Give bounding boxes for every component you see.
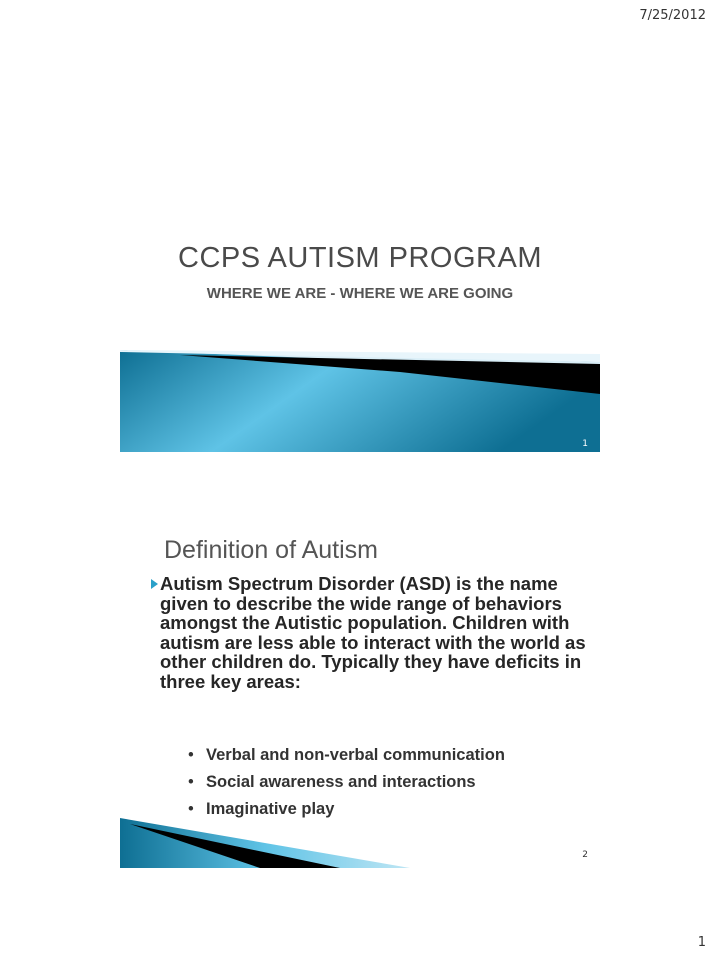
bullet-text: [160, 574, 590, 691]
banner-graphic: [120, 818, 600, 868]
bullet-body: Autism Spectrum Disorder (ASD) is the name given to describe the wide range of behaviors amongst the Autistic population. Children with autism are less able to interact with the world as other children do. Typically they have deficits in three key areas:: [160, 573, 586, 692]
slide-number: 2: [582, 850, 588, 860]
bullet-dot-icon: •: [188, 746, 194, 764]
list-item: • Verbal and non-verbal communication: [188, 746, 505, 764]
slide-subtitle: WHERE WE ARE - WHERE WE ARE GOING: [206, 285, 514, 302]
slide-title: Definition of Autism: [164, 536, 378, 564]
sub-bullet-list: [188, 746, 505, 827]
page-date: 7/25/2012: [639, 8, 706, 23]
list-item: • Imaginative play: [188, 800, 335, 818]
page-number: 1: [697, 935, 706, 950]
arrow-bullet-icon: [151, 579, 158, 589]
slide-number: 1: [582, 439, 588, 449]
bullet-dot-icon: •: [188, 773, 194, 791]
banner-graphic: [120, 350, 600, 452]
slide-2: [120, 518, 600, 868]
slide-title: CCPS AUTISM PROGRAM: [178, 242, 542, 274]
list-item: • Social awareness and interactions: [188, 773, 476, 791]
slide-1: [120, 102, 600, 452]
bullet-dot-icon: •: [188, 800, 194, 818]
